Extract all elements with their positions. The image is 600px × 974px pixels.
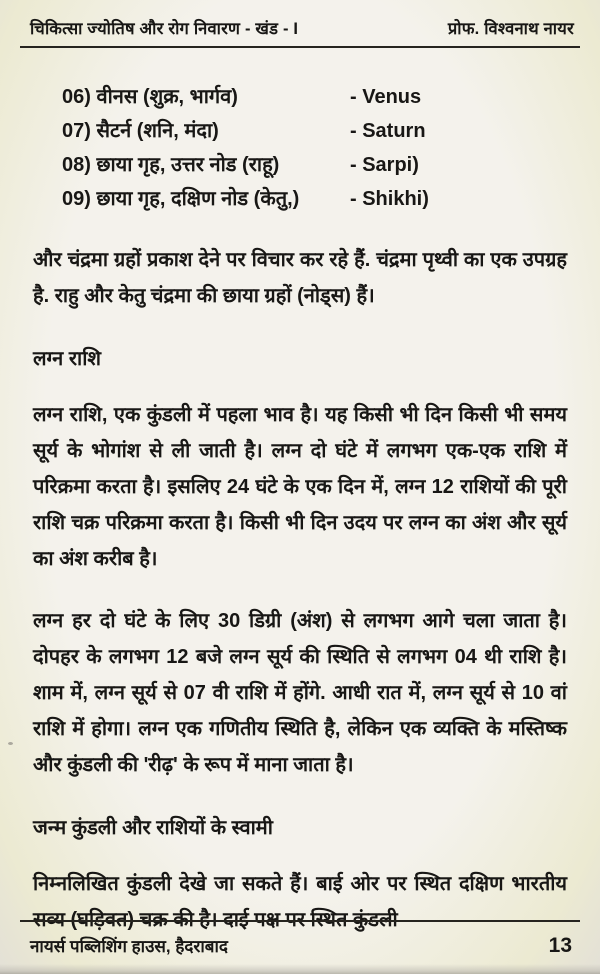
- scan-artifact: [8, 742, 13, 745]
- planet-english-name: - Saturn: [350, 120, 426, 142]
- page-number: 13: [548, 934, 572, 957]
- paragraph-kundali: निम्नलिखित कुंडली देखे जा सकते हैं। बाई ओर पर स्थित दक्षिण भारतीय सव्य (घड़िवत) चक्र की है। दाई पक्ष पर स्थित कुंडली: [33, 873, 567, 931]
- planet-english-name: - Sarpi): [350, 154, 419, 176]
- planet-hindi-name: 09) छाया गृह, दक्षिण नोड (केतु,): [62, 188, 300, 210]
- planet-hindi-name: 08) छाया गृह, उत्तर नोड (राहू): [62, 154, 280, 176]
- section-heading-lagna-rashi: लग्न राशि: [33, 348, 101, 370]
- planet-list: [62, 80, 560, 216]
- paragraph-lagna-1: लग्न राशि, एक कुंडली में पहला भाव है। यह किसी भी दिन किसी भी समय सूर्य के भोगांश से ली जाती है। लग्न दो घंटे में लगभग एक-एक राशि में परिक्रमा करता है। इसलिए 24 घंटे के एक दिन में, लग्न 12 राशियों की पूरी राशि चक्र परिक्रमा करता है। किसी भी दिन उदय पर लग्न का अंश और सूर्य का अंश करीब है।: [33, 404, 567, 570]
- publisher-name: नायर्स पब्लिशिंग हाउस, हैदराबाद: [30, 937, 228, 956]
- header-title: चिकित्सा ज्योतिष और रोग निवारण - खंड - I: [30, 20, 299, 38]
- planet-list-item: [62, 148, 560, 182]
- page-footer: [30, 934, 572, 958]
- planet-hindi-name: 06) वीनस (शुक्र, भार्गव): [62, 86, 238, 108]
- planet-list-item: [62, 182, 560, 216]
- planet-list-item: [62, 114, 560, 148]
- paragraph-lagna-2: लग्न हर दो घंटे के लिए 30 डिग्री (अंश) से लगभग आगे चला जाता है। दोपहर के लगभग 12 बजे लग्न सूर्य की स्थिति से लगभग 04 थी राशि है। शाम में, लग्न सूर्य से 07 वी राशि में होंगे. आधी रात में, लग्न सूर्य से 10 वां राशि में होगा। लग्न एक गणितीय स्थिति है, लेकिन एक व्यक्ति के मस्तिष्क और कुंडली की 'रीढ़' के रूप में माना जाता है।: [33, 610, 567, 776]
- paragraph-intro: और चंद्रमा ग्रहों प्रकाश देने पर विचार कर रहे हैं. चंद्रमा पृथ्वी का एक उपग्रह है. राहु और केतु चंद्रमा की छाया ग्रहों (नोड्स) हैं।: [33, 249, 567, 307]
- footer-divider: [20, 920, 580, 922]
- planet-list-item: [62, 80, 560, 114]
- planet-english-name: - Shikhi): [350, 188, 429, 210]
- section-heading-janma-kundali: जन्म कुंडली और राशियों के स्वामी: [33, 817, 273, 839]
- header-author: प्रोफ. विश्वनाथ नायर: [447, 20, 574, 38]
- planet-hindi-name: 07) सैटर्न (शनि, मंदा): [62, 120, 219, 142]
- header-divider: [20, 46, 580, 48]
- page-header: [0, 0, 600, 39]
- planet-english-name: - Venus: [350, 86, 422, 108]
